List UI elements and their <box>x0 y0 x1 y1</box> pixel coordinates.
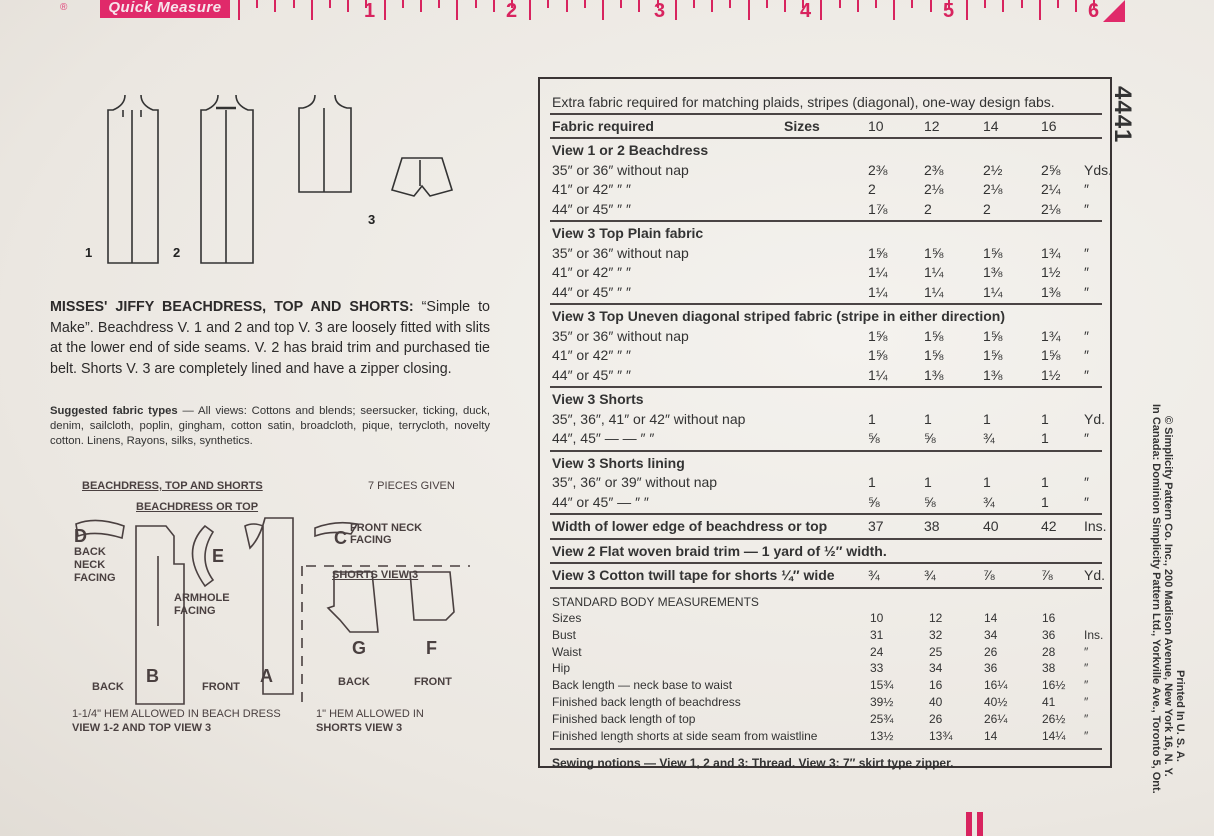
table-row <box>552 283 1102 301</box>
table-row <box>552 141 1102 159</box>
cell-value: 2½ <box>983 161 1003 178</box>
row-label: View 3 Top Uneven diagonal striped fabric (stripe in either direction) <box>552 308 1006 324</box>
cell-value: 1¼ <box>924 283 944 300</box>
row-label: 44″ or 45″ ″ ″ <box>552 366 631 383</box>
registered-mark: ® <box>60 2 68 13</box>
cell-value: 1 <box>868 410 876 427</box>
ruler-tick <box>711 0 713 12</box>
shorts-view-3-sketch <box>392 158 452 196</box>
extra-fabric-note: Extra fabric required for matching plaids, stripes (diagonal), one-way design fabs. <box>552 94 1055 110</box>
unit: ″ <box>1084 430 1089 446</box>
table-row <box>552 307 1102 325</box>
table-row <box>552 566 1106 584</box>
unit: ″ <box>1084 327 1089 344</box>
ruler-tick <box>620 0 622 8</box>
ruler-tick <box>456 0 458 20</box>
cell-value: 2⅛ <box>1041 200 1061 217</box>
cell-value: ¾ <box>983 493 995 510</box>
ruler-number: 3 <box>654 0 666 22</box>
ruler-tick <box>1002 0 1004 12</box>
cell-value: 1⅝ <box>983 244 1003 261</box>
ruler-tick <box>839 0 841 8</box>
cell-value: 1⅝ <box>868 347 888 363</box>
cell-value: 1¾ <box>1041 327 1061 344</box>
beachdress-view-1-sketch <box>108 95 158 263</box>
table-header: Fabric required Sizes 10 12 14 16 <box>552 118 1057 134</box>
piece-letter-f: F <box>426 638 437 658</box>
unit: Yd. <box>1084 410 1106 427</box>
unit: Yd. <box>1084 567 1106 583</box>
table-row <box>552 493 1102 511</box>
unit: ″ <box>1084 366 1089 383</box>
table-row <box>552 542 1102 560</box>
unit: ″ <box>1084 283 1089 300</box>
row-label: 44″, 45″ — — ″ ″ <box>552 430 655 446</box>
ruler-tick <box>293 0 295 8</box>
ruler-tick <box>875 0 877 8</box>
cell-value: 2⅜ <box>868 161 888 178</box>
row-label: View 3 Top Plain fabric <box>552 225 704 241</box>
piece-label-shorts-front: FRONT <box>414 676 452 688</box>
ruler-tick <box>693 0 695 8</box>
table-row <box>552 366 1102 384</box>
ruler-tick <box>420 0 422 12</box>
view-label: 3 <box>368 212 376 227</box>
cell-value: 37 <box>868 518 884 534</box>
cell-value: 1¾ <box>1041 244 1061 261</box>
cell-value: ⅝ <box>924 430 936 446</box>
cell-value: 1 <box>1041 410 1049 427</box>
measurement-row: Hip 33 34 36 38 ″ <box>552 661 1089 676</box>
cell-value: 1¼ <box>868 366 888 383</box>
row-label: View 3 Shorts <box>552 391 644 407</box>
ruler-tick <box>820 0 822 20</box>
cell-value: 1 <box>868 474 876 490</box>
cell-value: 2⅛ <box>983 181 1003 197</box>
shorts-heading: SHORTS VIEW 3 <box>332 569 419 581</box>
table-row <box>552 473 1102 491</box>
row-label: 35″, 36″ or 39″ without nap <box>552 474 718 490</box>
fabric-types-text: — All views: Cottons and blends; seersucker, ticking, duck, denim, sailcloth, poplin, gingham, cotton satin, broadcloth, pique, terrycloth, novelty cotton. Linens, Rayons, silks, synthetics. <box>50 405 490 447</box>
ruler-tick <box>584 0 586 8</box>
ruler-tick <box>384 0 386 20</box>
row-label: 44″ or 45″ ″ ″ <box>552 200 631 217</box>
ruler-tick <box>911 0 913 8</box>
row-label: 44″ or 45″ — ″ ″ <box>552 493 649 510</box>
pieces-count: 7 PIECES GIVEN <box>368 480 455 492</box>
cell-value: 1⅜ <box>983 264 1003 280</box>
cell-value: 2⅝ <box>1041 161 1061 178</box>
cell-value: ¾ <box>924 567 936 583</box>
view-label: 1 <box>85 245 93 260</box>
ruler-tick <box>311 0 313 20</box>
quick-measure-ruler <box>0 0 1214 24</box>
ruler-number: 5 <box>943 0 955 22</box>
pattern-description <box>50 297 490 379</box>
ruler-tick <box>547 0 549 8</box>
ruler-tick <box>784 0 786 12</box>
ruler-tick <box>893 0 895 20</box>
cell-value: 1⅝ <box>924 244 944 261</box>
ruler-tick <box>766 0 768 8</box>
description-body: Beachdress V. 1 and 2 and top V. 3 are loosely fitted with slits at the lower end of side seams. V. 2 has braid trim and purchased tie belt. Shorts V. 3 are completely lined and have a zipper closing. <box>50 319 490 377</box>
cell-value: 2 <box>868 181 876 197</box>
hem-note-left-line-2: VIEW 1-2 AND TOP VIEW 3 <box>72 722 212 734</box>
hem-note-left-line-1: 1-1/4" HEM ALLOWED IN BEACH DRESS <box>72 708 281 720</box>
cell-value: 1⅜ <box>924 366 944 383</box>
unit: Ins. <box>1084 518 1107 534</box>
cell-value: 1 <box>1041 430 1049 446</box>
cell-value: 42 <box>1041 518 1057 534</box>
unit: ″ <box>1084 474 1089 490</box>
ruler-number: 6 <box>1088 0 1100 22</box>
cell-value: 1¼ <box>868 264 888 280</box>
table-row <box>552 454 1102 472</box>
ruler-tick <box>675 0 677 20</box>
cell-value: 1 <box>1041 493 1049 510</box>
row-label: 35″ or 36″ without nap <box>552 161 689 178</box>
row-label: View 3 Shorts lining <box>552 454 685 471</box>
table-row <box>552 161 1113 179</box>
measurement-row: Sizes 10 12 14 16 <box>552 611 1056 625</box>
row-label: 41″ or 42″ ″ ″ <box>552 181 631 197</box>
ruler-tick <box>274 0 276 12</box>
ruler-tick <box>529 0 531 20</box>
body-measurements-title: STANDARD BODY MEASUREMENTS <box>552 594 759 609</box>
table-row <box>552 517 1107 535</box>
ruler-tick <box>857 0 859 12</box>
hem-note-right-line-2: SHORTS VIEW 3 <box>316 722 403 734</box>
cell-value: 1 <box>924 474 932 490</box>
pattern-pieces-diagram <box>70 476 490 746</box>
quick-measure-badge: Quick Measure <box>100 0 230 18</box>
unit: ″ <box>1084 181 1089 197</box>
top-view-3-sketch <box>299 95 351 192</box>
imprint-line-1: Printed In U. S. A. <box>1174 670 1186 762</box>
cell-value: ⅞ <box>983 567 995 583</box>
cell-value: 2 <box>924 200 932 217</box>
table-row <box>552 224 1102 242</box>
piece-label-armhole-facing: ARMHOLE FACING <box>174 592 230 617</box>
ruler-tick <box>966 0 968 20</box>
ruler-number: 2 <box>506 0 518 22</box>
cell-value: 2⅛ <box>924 181 944 197</box>
piece-letter-g: G <box>352 638 367 658</box>
cell-value: 40 <box>983 518 999 534</box>
row-label: 41″ or 42″ ″ ″ <box>552 264 631 280</box>
cell-value: 1⅝ <box>1041 347 1061 363</box>
fabric-requirements-box <box>538 77 1113 771</box>
measurement-row: Waist 24 25 26 28 ″ <box>552 644 1089 659</box>
cell-value: ¾ <box>868 567 880 583</box>
table-row <box>552 327 1102 345</box>
row-label: 35″ or 36″ without nap <box>552 327 689 344</box>
cell-value: ⅝ <box>868 493 880 510</box>
row-label: Width of lower edge of beachdress or top <box>552 518 828 534</box>
ruler-tick <box>638 0 640 12</box>
cell-value: ⅞ <box>1041 567 1053 583</box>
row-label: View 1 or 2 Beachdress <box>552 142 709 158</box>
piece-letter-c: C <box>334 528 347 548</box>
piece-label-back-neck-facing: BACK NECK FACING <box>74 546 116 584</box>
row-label: 41″ or 42″ ″ ″ <box>552 347 631 363</box>
piece-letter-d: D <box>74 526 87 546</box>
fabric-types-label: Suggested fabric types <box>50 405 178 417</box>
row-label: 35″, 36″, 41″ or 42″ without nap <box>552 410 746 427</box>
ruler-tick <box>238 0 240 20</box>
row-label: 35″ or 36″ without nap <box>552 244 689 261</box>
ruler-number: 4 <box>800 0 812 22</box>
cell-value: 1¼ <box>924 264 944 280</box>
ruler-tick <box>748 0 750 20</box>
piece-letter-e: E <box>212 546 225 566</box>
table-row <box>552 200 1102 218</box>
ruler-tick <box>1057 0 1059 8</box>
piece-label-back: BACK <box>92 681 124 693</box>
row-label: View 2 Flat woven braid trim — 1 yard of ½″ width. <box>552 542 887 559</box>
cell-value: 2⅜ <box>924 161 944 178</box>
ruler-tick <box>1075 0 1077 12</box>
cell-value: ¾ <box>983 430 995 446</box>
cell-value: 1 <box>983 410 991 427</box>
ruler-tick <box>402 0 404 8</box>
ruler-number: 1 <box>364 0 376 22</box>
cell-value: 1⅝ <box>983 347 1003 363</box>
imprint-line-3: In Canada: Dominion Simplicity Pattern Ltd., Yorkville Ave., Toronto 5, Ont. <box>1150 404 1162 794</box>
measurement-row: Bust 31 32 34 36 Ins. <box>552 627 1104 642</box>
sewing-notions: Sewing notions — View 1, 2 and 3: Thread. View 3: 7″ skirt type zipper. <box>552 756 954 771</box>
ruler-tick <box>256 0 258 8</box>
cell-value: 2 <box>983 200 991 217</box>
pattern-number: 4441 <box>1109 86 1136 144</box>
cell-value: 38 <box>924 518 940 534</box>
table-row <box>552 180 1102 198</box>
view-label: 2 <box>173 245 181 260</box>
cell-value: 1⅜ <box>983 366 1003 383</box>
ruler-tick <box>1039 0 1041 20</box>
pieces-sub-heading: BEACHDRESS OR TOP <box>136 501 259 513</box>
piece-label-front-neck-facing: FRONT NECK FACING <box>350 522 423 546</box>
ruler-end-triangle-icon <box>1103 0 1125 22</box>
unit: ″ <box>1084 493 1089 510</box>
description-tagline: “Simple to Make”. <box>50 299 491 336</box>
cell-value: 1 <box>924 410 932 427</box>
cell-value: 1 <box>1041 474 1049 490</box>
cell-value: ⅝ <box>868 430 880 446</box>
cell-value: 1⅝ <box>868 244 888 261</box>
table-row <box>552 429 1102 447</box>
imprint-line-2: © Simplicity Pattern Co. Inc., 200 Madison Avenue, New York 16, N. Y. <box>1162 416 1174 777</box>
hem-note-right-line-1: 1" HEM ALLOWED IN <box>316 708 424 720</box>
cell-value: 1 <box>983 474 991 490</box>
cell-value: 1⅜ <box>1041 283 1061 300</box>
measurement-row: Finished length shorts at side seam from waistline 13½ 13¾ 14 14¼ ″ <box>552 728 1089 743</box>
ruler-tick <box>329 0 331 8</box>
description-title: MISSES' JIFFY BEACHDRESS, TOP AND SHORTS: <box>50 299 414 315</box>
ruler-tick <box>930 0 932 12</box>
ruler-tick <box>729 0 731 8</box>
cell-value: 1⅞ <box>868 200 888 217</box>
measurement-row: Back length — neck base to waist 15¾ 16 16¼ 16½ ″ <box>552 678 1089 693</box>
table-row <box>552 410 1106 428</box>
ruler-tick <box>602 0 604 20</box>
cell-value: 1⅝ <box>868 327 888 344</box>
ruler-tick <box>475 0 477 8</box>
cell-value: 1½ <box>1041 366 1061 383</box>
unit: ″ <box>1084 347 1089 363</box>
piece-label-shorts-back: BACK <box>338 676 370 688</box>
measurement-row: Finished back length of beachdress 39½ 40 40½ 41 ″ <box>552 695 1089 709</box>
ruler-tick <box>1021 0 1023 8</box>
row-label: 44″ or 45″ ″ ″ <box>552 283 631 300</box>
row-label: View 3 Cotton twill tape for shorts ¼″ wide <box>552 567 835 583</box>
ruler-tick <box>438 0 440 8</box>
pieces-heading: BEACHDRESS, TOP AND SHORTS <box>82 480 263 492</box>
ruler-tick <box>566 0 568 12</box>
table-row <box>552 346 1102 364</box>
piece-label-front: FRONT <box>202 681 240 693</box>
table-row <box>552 244 1102 262</box>
cell-value: 1½ <box>1041 264 1061 280</box>
piece-letter-a: A <box>260 666 273 686</box>
cell-value: ⅝ <box>924 493 936 510</box>
garment-illustrations <box>60 80 460 280</box>
beachdress-view-2-sketch <box>201 95 253 263</box>
cell-value: 2¼ <box>1041 181 1061 197</box>
ruler-tick <box>984 0 986 8</box>
unit: ″ <box>1084 200 1089 217</box>
cell-value: 1¼ <box>868 283 888 300</box>
bottom-registration-marks <box>966 812 988 836</box>
ruler-tick <box>347 0 349 12</box>
cell-value: 1¼ <box>983 283 1003 300</box>
unit: ″ <box>1084 264 1089 280</box>
measurement-row: Finished back length of top 25¾ 26 26¼ 26½ ″ <box>552 711 1089 726</box>
cell-value: 1⅝ <box>924 327 944 344</box>
cell-value: 1⅝ <box>924 347 944 363</box>
table-row <box>552 390 1102 408</box>
unit: ″ <box>1084 244 1089 261</box>
suggested-fabric-types <box>50 404 490 448</box>
piece-letter-b: B <box>146 666 159 686</box>
cell-value: 1⅝ <box>983 327 1003 344</box>
table-row <box>552 263 1102 281</box>
unit: Yds. <box>1084 161 1113 178</box>
ruler-tick <box>493 0 495 12</box>
